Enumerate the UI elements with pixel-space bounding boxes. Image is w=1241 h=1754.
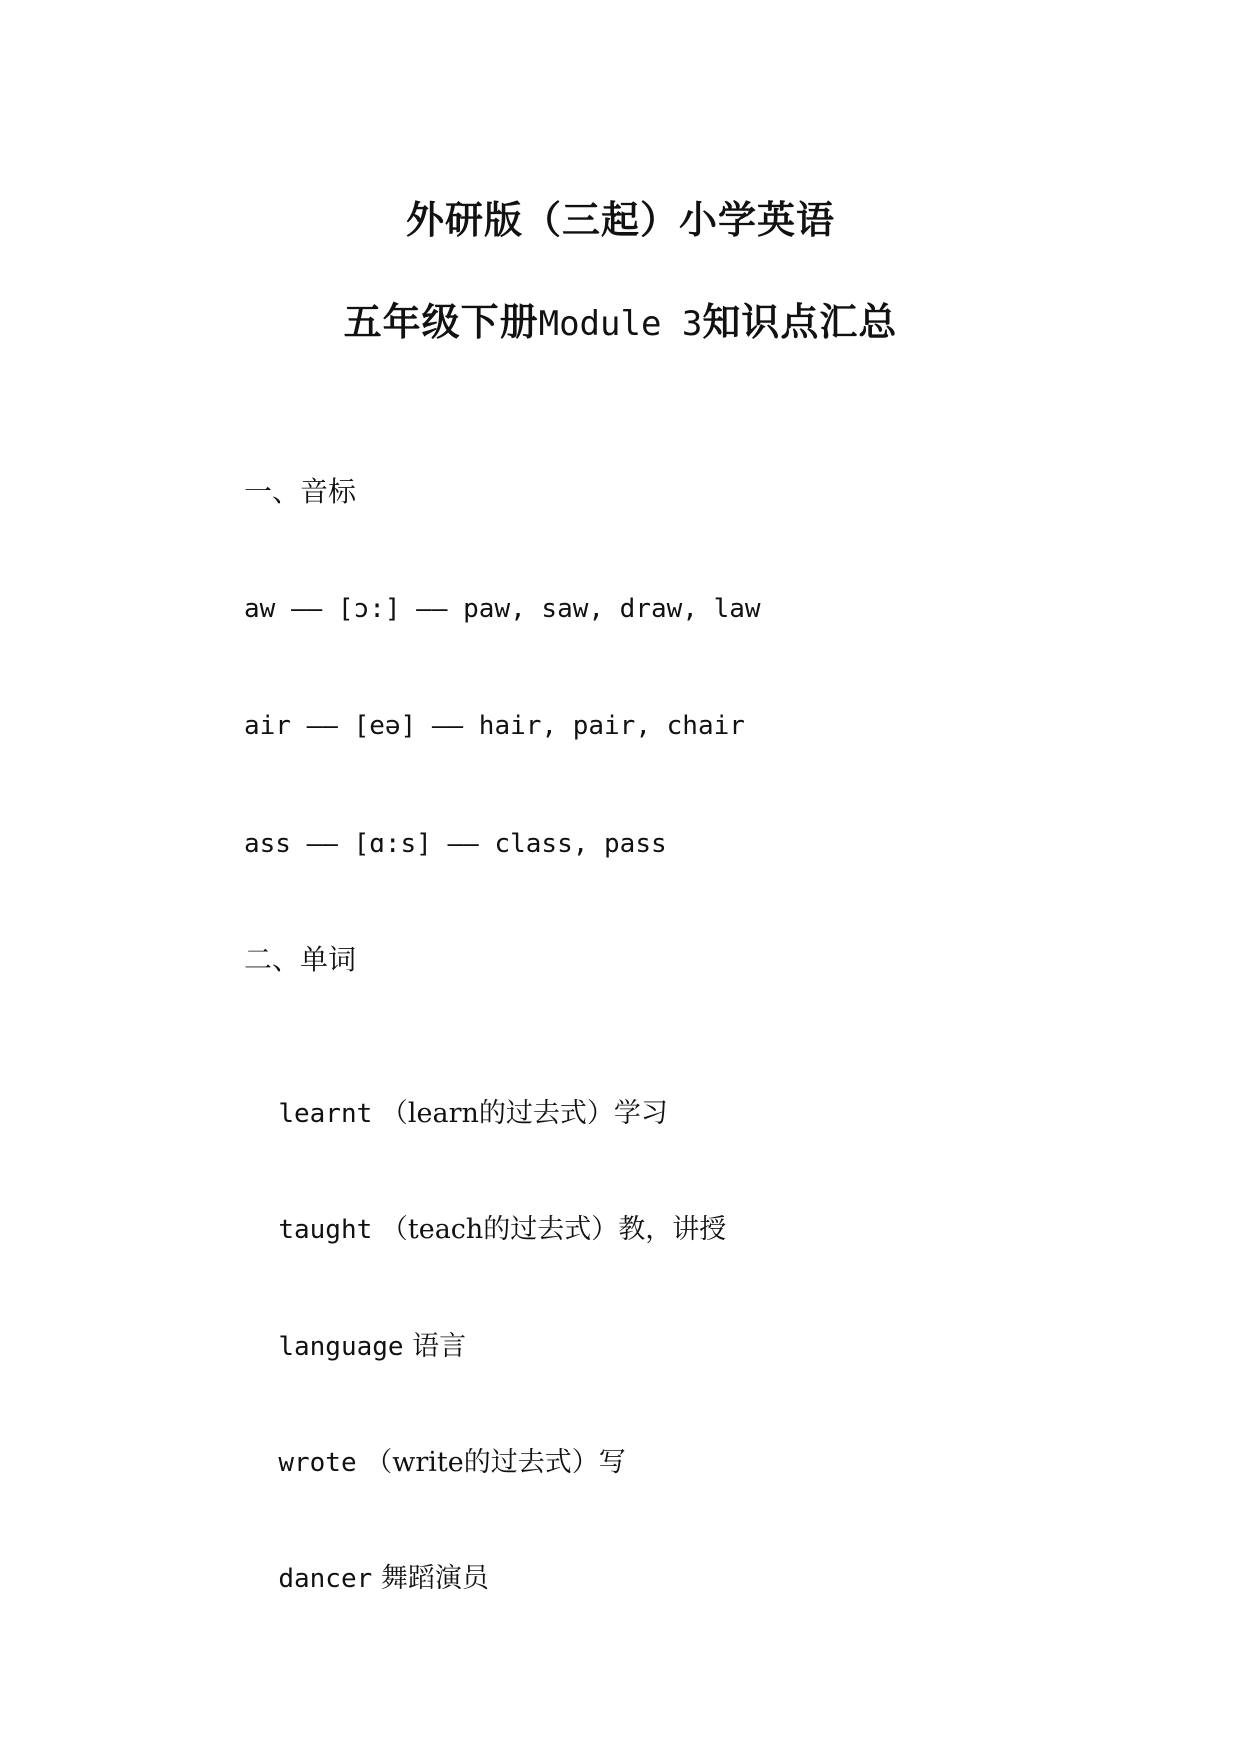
phonetic-row: ass —— [ɑ:s] —— class, pass [244, 829, 667, 859]
vocab-row [244, 1409, 626, 1517]
vocab-word: dancer [278, 1564, 373, 1594]
vocab-row [244, 1176, 726, 1284]
vocab-word: taught [278, 1215, 373, 1245]
phonetic-row: aw —— [ɔ:] —— paw, saw, draw, law [244, 594, 761, 624]
vocab-meaning: （learn的过去式）学习 [380, 1098, 668, 1129]
title-grade-text: 五年级下册 [343, 299, 539, 344]
vocab-meaning: 语言 [412, 1331, 467, 1362]
title-summary-text: 知识点汇总 [702, 299, 898, 344]
phonetic-row: air —— [eə] —— hair, pair, chair [244, 711, 745, 741]
vocab-meaning: （teach的过去式）教，讲授 [380, 1214, 727, 1245]
vocab-row [244, 1060, 668, 1168]
vocab-word: language [278, 1332, 404, 1362]
vocab-word: wrote [278, 1448, 357, 1478]
doc-title-line-2 [0, 298, 1241, 348]
title-module-text: Module 3 [538, 304, 703, 344]
vocab-word: learnt [278, 1099, 373, 1129]
vocab-row [244, 1525, 489, 1633]
vocab-row [244, 1293, 466, 1401]
vocab-meaning: 舞蹈演员 [380, 1563, 489, 1594]
doc-title-line-1: 外研版（三起）小学英语 [405, 197, 835, 242]
section-heading-vocabulary: 二、单词 [244, 943, 357, 976]
section-heading-phonetics: 一、音标 [244, 475, 357, 508]
vocab-meaning: （write的过去式）写 [365, 1447, 626, 1478]
